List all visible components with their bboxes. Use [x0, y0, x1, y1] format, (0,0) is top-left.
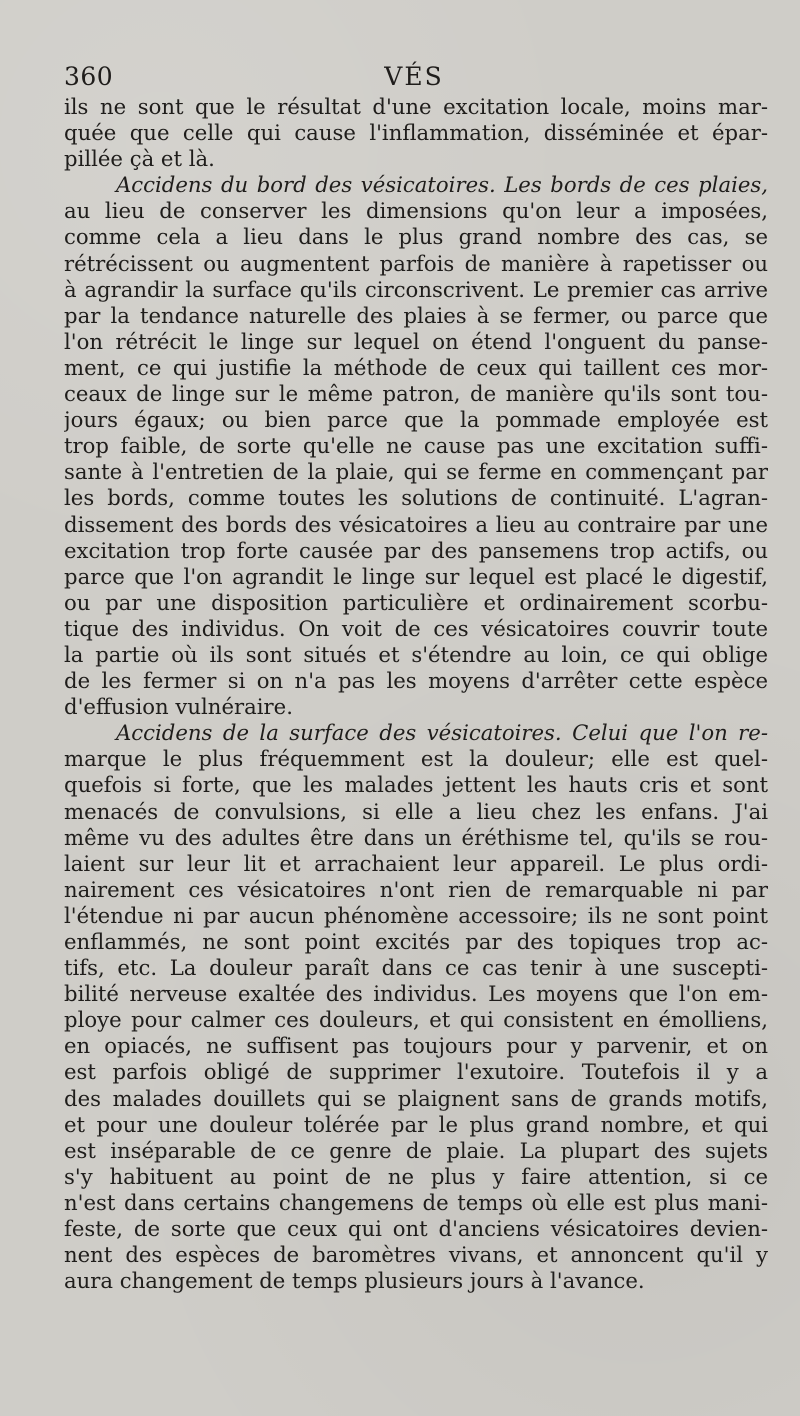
text-line: bilité nerveuse exaltée des individus. Les moyens que l'on em- — [64, 981, 768, 1007]
text-line: l'on rétrécit le linge sur lequel on étend l'onguent du panse- — [64, 328, 768, 354]
section-heading-line — [64, 720, 768, 746]
text-line: trop faible, de sorte qu'elle ne cause pas une excitation suffi- — [64, 433, 768, 459]
text-line: au lieu de conserver les dimensions qu'on leur a imposées, — [64, 198, 768, 224]
text-line: d'effusion vulnéraire. — [64, 694, 293, 720]
text-line: ment, ce qui justifie la méthode de ceux qui taillent ces mor- — [64, 354, 768, 380]
text-line: tifs, etc. La douleur paraît dans ce cas tenir à une suscepti- — [64, 955, 768, 981]
text-line: les bords, comme toutes les solutions de continuité. L'agran- — [64, 485, 768, 511]
text-line: par la tendance naturelle des plaies à se fermer, ou parce que — [64, 302, 768, 328]
text-line: enflammés, ne sont point excités par des topiques trop ac- — [64, 929, 768, 954]
text-line: s'y habituent au point de ne plus y faire attention, si ce — [64, 1163, 768, 1189]
text-line: ou par une disposition particulière et ordinairement scorbu- — [64, 589, 768, 615]
text-line: laient sur leur lit et arrachaient leur appareil. Le plus ordi- — [64, 850, 768, 876]
text-line: jours égaux; ou bien parce que la pommade employée est — [64, 407, 768, 433]
body-text — [64, 94, 768, 1294]
text-line: n'est dans certains changemens de temps où elle est plus mani- — [64, 1189, 768, 1215]
text-line: en opiacés, ne suffisent pas toujours pour y parvenir, et on — [64, 1033, 768, 1059]
text-line: et pour une douleur tolérée par le plus grand nombre, et qui — [64, 1111, 768, 1137]
page-number: 360 — [64, 62, 114, 91]
section-heading-text: Accidens du bord des vésicatoires. Les bords de ces plaies, — [116, 172, 768, 198]
section-heading-text: Accidens de la surface des vésicatoires. Celui que l'on re- — [116, 720, 768, 746]
running-head: VÉS — [384, 62, 444, 91]
text-line: aura changement de temps plusieurs jours à l'avance. — [64, 1268, 645, 1294]
text-line: nairement ces vésicatoires n'ont rien de remarquable ni par — [64, 876, 768, 902]
page-header — [64, 62, 766, 90]
text-line: rétrécissent ou augmentent parfois de manière à rapetisser ou — [64, 250, 768, 276]
text-line: feste, de sorte que ceux qui ont d'anciens vésicatoires devien- — [64, 1216, 768, 1242]
text-line: est inséparable de ce genre de plaie. La plupart des sujets — [64, 1137, 768, 1163]
text-line: est parfois obligé de supprimer l'exutoire. Toutefois il y a — [64, 1059, 768, 1085]
text-line: l'étendue ni par aucun phénomène accessoire; ils ne sont point — [64, 902, 768, 928]
text-line: tique des individus. On voit de ces vésicatoires couvrir toute — [64, 615, 768, 641]
text-line: parce que l'on agrandit le linge sur lequel est placé le digestif, — [64, 563, 768, 589]
text-line: marque le plus fréquemment est la douleur; elle est quel- — [64, 746, 768, 772]
text-line: même vu des adultes être dans un éréthisme tel, qu'ils se rou- — [64, 824, 768, 850]
text-line: quefois si forte, que les malades jettent les hauts cris et sont — [64, 772, 768, 798]
section-heading-line — [64, 172, 768, 198]
text-line: quée que celle qui cause l'inflammation, disséminée et épar- — [64, 120, 768, 146]
text-line: ils ne sont que le résultat d'une excitation locale, moins mar- — [64, 94, 768, 119]
text-line: la partie où ils sont situés et s'étendre au loin, ce qui oblige — [64, 641, 768, 667]
text-line: de les fermer si on n'a pas les moyens d'arrêter cette espèce — [64, 668, 768, 694]
text-line: ceaux de linge sur le même patron, de manière qu'ils sont tou- — [64, 381, 768, 407]
text-line: comme cela a lieu dans le plus grand nombre des cas, se — [64, 224, 768, 250]
text-line: pillée çà et là. — [64, 146, 215, 172]
text-line: des malades douillets qui se plaignent sans de grands motifs, — [64, 1085, 768, 1111]
text-line: à agrandir la surface qu'ils circonscrivent. Le premier cas arrive — [64, 276, 768, 302]
text-line: sante à l'entretien de la plaie, qui se ferme en commençant par — [64, 459, 768, 485]
text-line: excitation trop forte causée par des pansemens trop actifs, ou — [64, 537, 768, 563]
text-line: ploye pour calmer ces douleurs, et qui consistent en émolliens, — [64, 1007, 768, 1033]
text-line: menacés de convulsions, si elle a lieu chez les enfans. J'ai — [64, 798, 768, 824]
text-line: dissement des bords des vésicatoires a lieu au contraire par une — [64, 511, 768, 537]
text-line: nent des espèces de baromètres vivans, et annoncent qu'il y — [64, 1242, 768, 1268]
